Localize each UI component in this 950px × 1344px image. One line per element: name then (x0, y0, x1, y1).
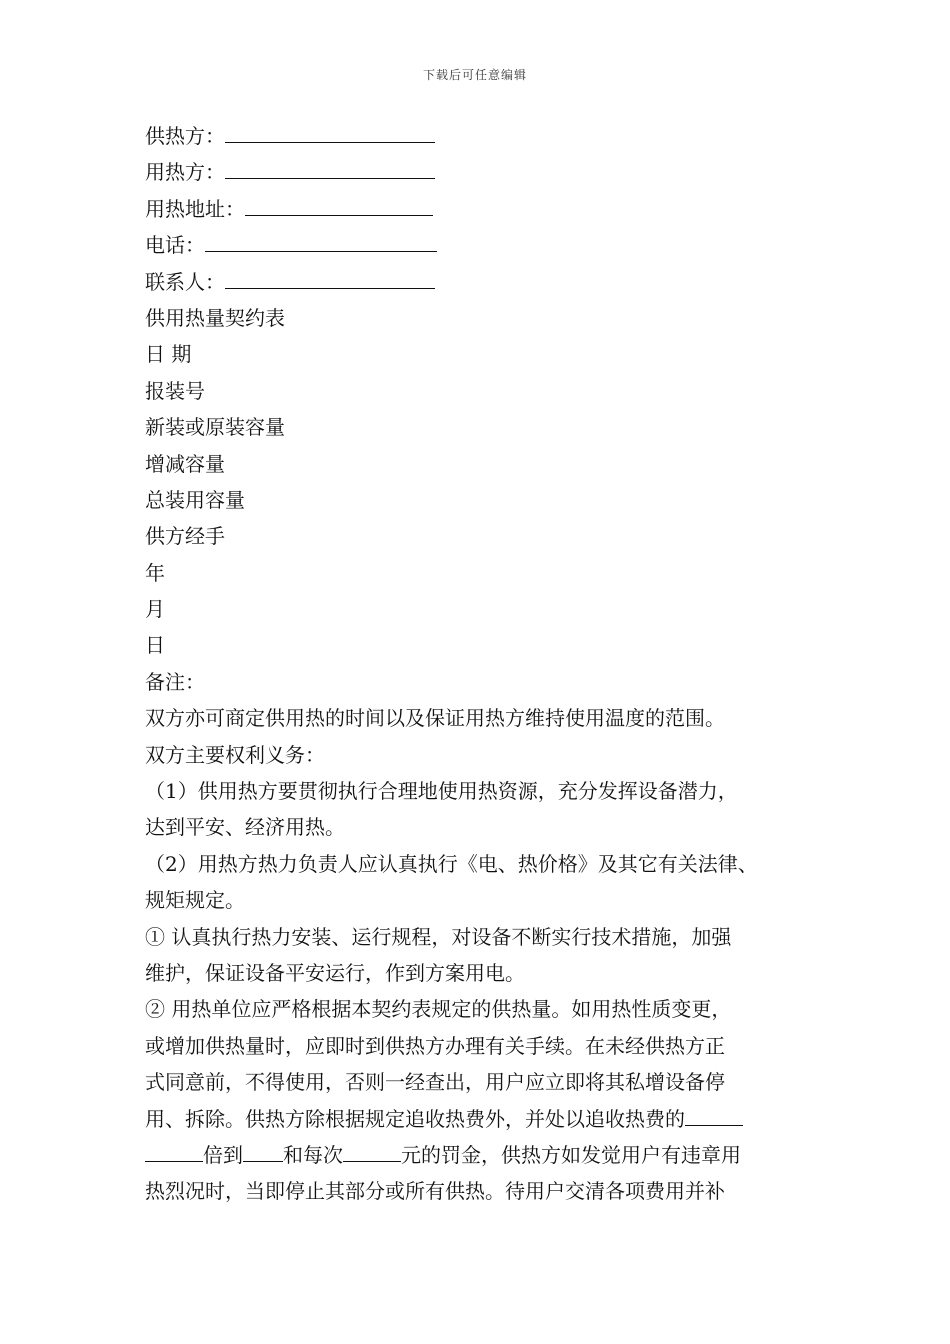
phone-field (145, 227, 825, 263)
table-row-month: 月 (145, 597, 165, 622)
paragraph-subitem-2-line-3: 式同意前，不得使用，否则一经查出，用户应立即将其私增设备停 (145, 1070, 725, 1095)
paragraph-time-range: 双方亦可商定供用热的时间以及保证用热方维持使用温度的范围。 (145, 706, 725, 731)
table-row-supplier-handler: 供方经手 (145, 524, 225, 549)
table-title: 供用热量契约表 (145, 305, 285, 330)
table-row-total-capacity: 总装用容量 (145, 487, 245, 512)
penalty-text-times: 倍到 (203, 1142, 243, 1167)
phone-blank (205, 233, 437, 252)
supplier-field (145, 118, 825, 154)
supplier-label: 供热方： (145, 124, 225, 148)
table-row-capacity-change: 增减容量 (145, 451, 225, 476)
paragraph-subitem-2-line-6: 热烈况时，当即停止其部分或所有供热。待用户交清各项费用并补 (145, 1179, 725, 1204)
contact-blank (225, 270, 435, 289)
user-blank (225, 160, 435, 179)
document-body (145, 118, 825, 1210)
address-label: 用热地址： (145, 196, 245, 221)
paragraph-item-1-line-2: 达到平安、经济用热。 (145, 815, 345, 840)
penalty-text-end: 元的罚金，供热方如发觉用户有违章用 (401, 1142, 741, 1167)
address-blank (245, 197, 433, 216)
user-field (145, 154, 825, 190)
penalty-fine-blank (343, 1143, 401, 1162)
paragraph-subitem-2-line-5 (145, 1137, 825, 1173)
table-row-day: 日 (145, 633, 165, 658)
paragraph-subitem-2-line-2: 或增加供热量时，应即时到供热方办理有关手续。在未经供热方正 (145, 1033, 725, 1058)
penalty-multiple-blank-a (685, 1107, 743, 1126)
paragraph-subitem-1-line-2: 维护，保证设备平安运行，作到方案用电。 (145, 960, 525, 985)
address-field (145, 191, 825, 227)
paragraph-subitem-2-line-1: ② 用热单位应严格根据本契约表规定的供热量。如用热性质变更， (145, 997, 732, 1022)
table-row-year: 年 (145, 560, 165, 585)
supplier-blank (225, 124, 435, 143)
user-label: 用热方： (145, 160, 225, 185)
penalty-upper-blank (243, 1143, 283, 1162)
contact-label: 联系人： (145, 269, 225, 294)
penalty-text-start: 用、拆除。供热方除根据规定追收热费外，并处以追收热费的 (145, 1106, 685, 1131)
contact-field (145, 264, 825, 300)
penalty-text-each: 和每次 (283, 1142, 343, 1167)
paragraph-item-2-line-1: （2）用热方热力负责人应认真执行《电、热价格》及其它有关法律、 (145, 851, 758, 876)
remarks-label: 备注： (145, 669, 205, 694)
page-header-note: 下载后可任意编辑 (422, 68, 527, 82)
paragraph-subitem-2-line-4 (145, 1101, 825, 1137)
paragraph-item-2-line-2: 规矩规定。 (145, 888, 245, 913)
table-row-application-number: 报装号 (145, 378, 205, 403)
table-row-new-capacity: 新装或原装容量 (145, 415, 285, 440)
paragraph-subitem-1-line-1: ① 认真执行热力安装、运行规程，对设备不断实行技术措施，加强 (145, 924, 732, 949)
penalty-multiple-blank-b (145, 1143, 203, 1162)
phone-label: 电话： (145, 233, 205, 258)
paragraph-rights-heading: 双方主要权利义务： (145, 742, 325, 767)
paragraph-item-1-line-1: （1）供用热方要贯彻执行合理地使用热资源，充分发挥设备潜力， (145, 779, 738, 804)
table-row-date: 日 期 (145, 342, 192, 367)
